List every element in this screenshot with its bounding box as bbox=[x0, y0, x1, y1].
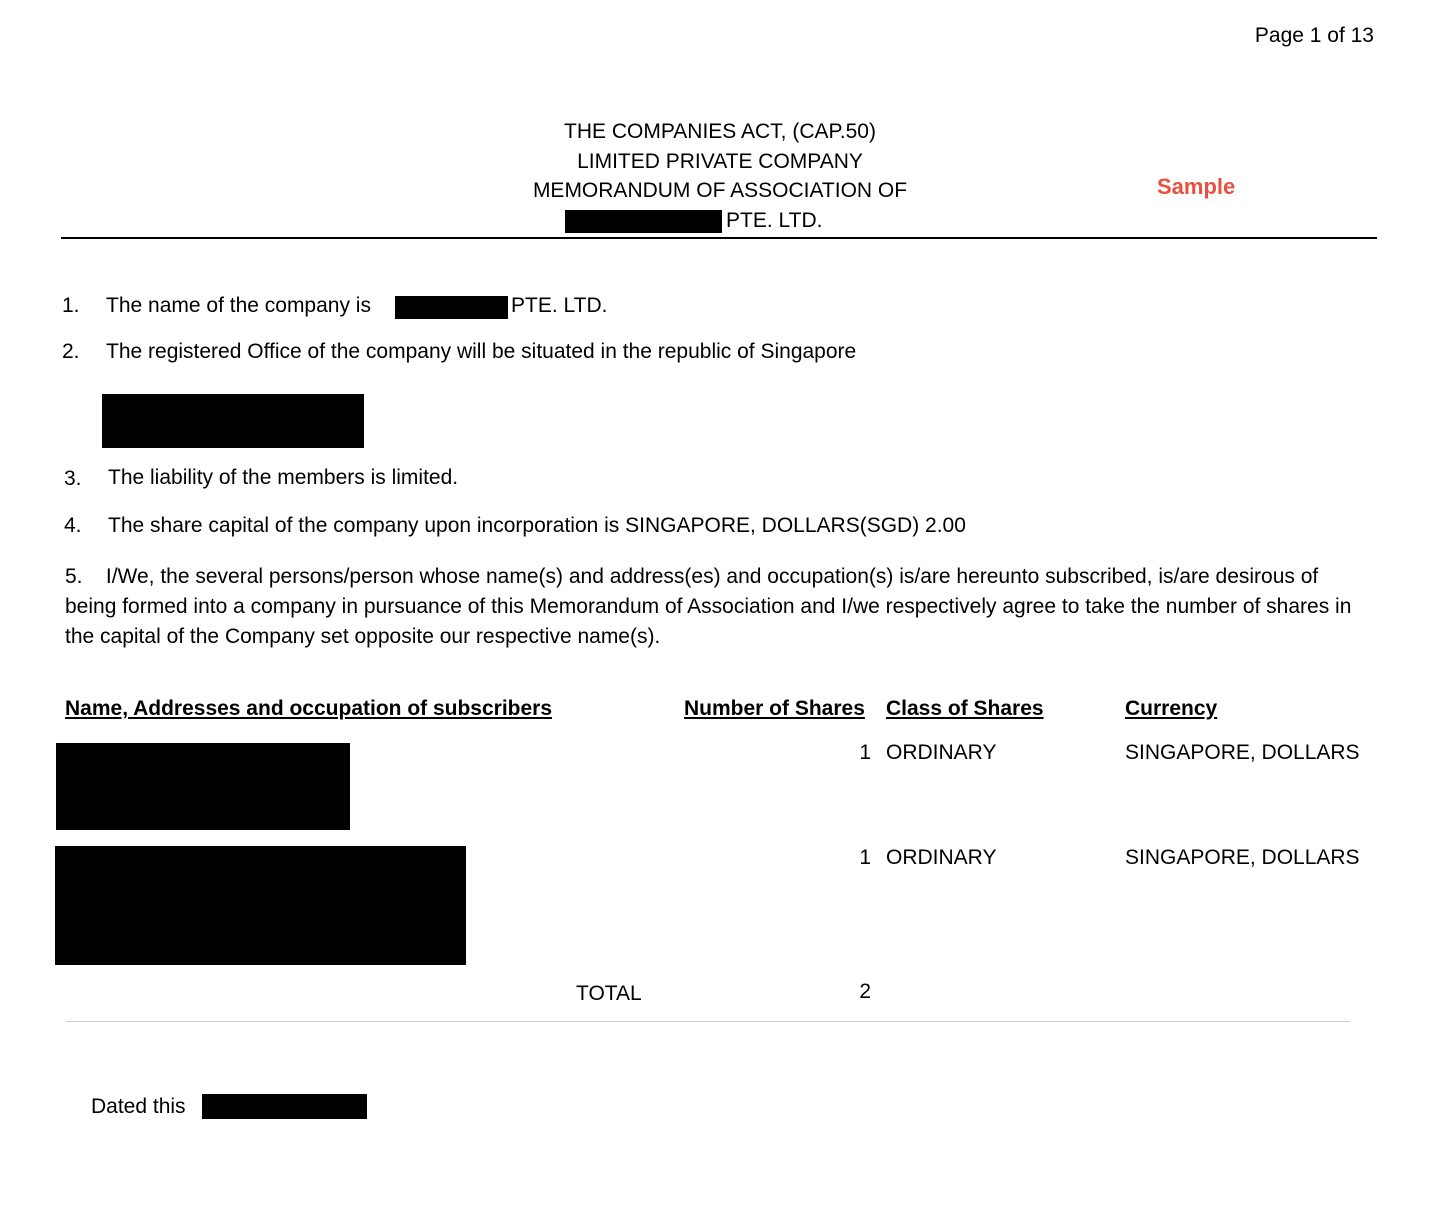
clause-3-text: The liability of the members is limited. bbox=[108, 466, 459, 489]
redacted-company-name bbox=[565, 210, 722, 233]
total-value: 2 bbox=[859, 980, 871, 1003]
clause-2-number: 2. bbox=[62, 340, 80, 363]
row-2-currency: SINGAPORE, DOLLARS bbox=[1125, 846, 1360, 869]
row-2-shares: 1 bbox=[859, 846, 871, 869]
dated-label: Dated this bbox=[91, 1095, 186, 1118]
title-company-suffix: PTE. LTD. bbox=[726, 209, 823, 232]
title-act: THE COMPANIES ACT, (CAP.50) bbox=[564, 120, 876, 143]
header-class-of-shares: Class of Shares bbox=[886, 697, 1044, 720]
row-1-currency: SINGAPORE, DOLLARS bbox=[1125, 741, 1360, 764]
row-2-class: ORDINARY bbox=[886, 846, 997, 869]
header-divider bbox=[61, 237, 1377, 239]
redacted-company-name bbox=[395, 296, 508, 319]
clause-4-number: 4. bbox=[64, 514, 82, 537]
header-subscribers: Name, Addresses and occupation of subscribers bbox=[65, 697, 553, 720]
header-number-of-shares: Number of Shares bbox=[684, 697, 865, 720]
sample-watermark: Sample bbox=[1157, 174, 1236, 199]
header-currency: Currency bbox=[1125, 697, 1218, 720]
clause-2-text: The registered Office of the company will be situated in the republic of Singapore bbox=[106, 340, 857, 363]
total-divider bbox=[66, 1021, 1350, 1022]
row-1-shares: 1 bbox=[859, 741, 871, 764]
clause-1-suffix: PTE. LTD. bbox=[511, 294, 608, 317]
clause-5 bbox=[65, 562, 1355, 652]
clause-5-text: I/We, the several persons/person whose name(s) and address(es) and occupation(s) is/are hereunto subscribed, is/are desirous of being formed into a company in pursuance of this Memorandum of Association and I/we respectively agree to take the number of shares in the capital of the Company set opposite our respective name(s). bbox=[65, 565, 1352, 648]
page-number: Page 1 of 13 bbox=[1254, 24, 1374, 47]
row-1-class: ORDINARY bbox=[886, 741, 997, 764]
total-label: TOTAL bbox=[576, 982, 642, 1005]
clause-1-number: 1. bbox=[62, 294, 80, 317]
redacted-subscriber-2 bbox=[55, 846, 466, 965]
redacted-subscriber-1 bbox=[56, 743, 350, 830]
title-memorandum: MEMORANDUM OF ASSOCIATION OF bbox=[532, 179, 908, 202]
redacted-date bbox=[202, 1094, 367, 1119]
clause-4-text: The share capital of the company upon incorporation is SINGAPORE, DOLLARS(SGD) 2.00 bbox=[108, 514, 966, 537]
clause-5-number: 5. bbox=[65, 565, 83, 588]
title-company-type: LIMITED PRIVATE COMPANY bbox=[577, 150, 863, 173]
clause-1-text: The name of the company is bbox=[106, 294, 371, 317]
clause-3-number: 3. bbox=[64, 467, 82, 490]
redacted-office-address bbox=[102, 394, 364, 448]
